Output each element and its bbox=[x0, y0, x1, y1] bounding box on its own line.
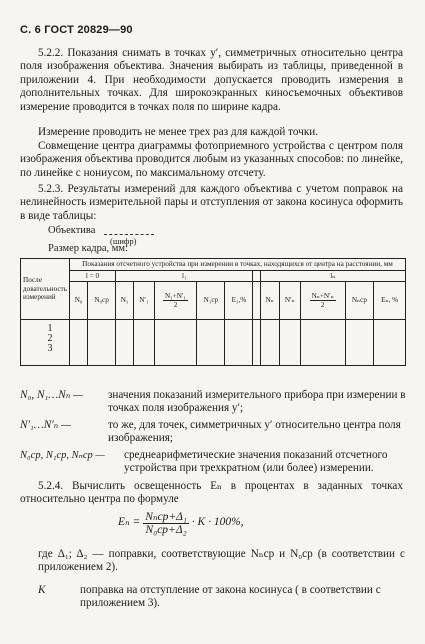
nn-average-denominator: 2 bbox=[320, 301, 325, 310]
nn-average-fraction bbox=[310, 292, 336, 310]
paragraph-alignment: Совмещение центра диаграммы фотоприемного устройства с центром поля изображения объектива проводится любым из указанных способов: по линейке, по линейке с нониусом, по максимальному отсчету. bbox=[20, 140, 403, 179]
col-gap bbox=[253, 282, 260, 320]
table-cell bbox=[260, 320, 279, 366]
legend-item-n bbox=[20, 389, 410, 417]
col-n1cp: N₁ср bbox=[197, 282, 225, 320]
legend-desc: поправка на отступление от закона косинуса ( в соответствии с приложением 3). bbox=[80, 584, 381, 610]
table-header-row-2 bbox=[21, 270, 406, 282]
table-cell bbox=[88, 320, 116, 366]
formula-denominator: N₀ср+Δ₂ bbox=[145, 524, 187, 536]
objective-label: Объектива bbox=[48, 225, 96, 236]
legend-term: N₀ср, N₁ср, Nₙср — bbox=[20, 450, 105, 461]
legend-item-n-prime bbox=[20, 419, 410, 447]
col-n0cp: N₀ср bbox=[88, 282, 116, 320]
col-e1: E₁,% bbox=[225, 282, 253, 320]
paragraph-5-2-4: 5.2.4. Вычислить освещенность Eₙ в процентах в заданных точках относительно центра по формуле bbox=[20, 480, 403, 506]
formula-rhs: · K · 100%, bbox=[191, 516, 244, 529]
where-delta-line: где Δ₁; Δ₂ — поправки, соответствующие Nₙср и N₀ср (в соответствии с приложением 2). bbox=[38, 548, 405, 574]
legend-desc: среднеарифметические значения показаний отсчетного устройства при трехкратном (или более) измерении. bbox=[124, 449, 388, 475]
table-cell bbox=[197, 320, 225, 366]
n1-average-denominator: 2 bbox=[173, 301, 178, 310]
col-nn-prime: N′ₙ bbox=[279, 282, 300, 320]
table-cell bbox=[374, 320, 406, 366]
paragraph-measure-count: Измерение проводить не менее трех раз для каждой точки. bbox=[38, 126, 319, 138]
col-nncp: Nₙср bbox=[345, 282, 374, 320]
row-number: 1 bbox=[47, 323, 53, 335]
paragraph-5-2-3: 5.2.3. Результаты измерений для каждого объектива с учетом поправок на нелинейность измерительной пары и отступления от закона косинуса оформить в виде таблицы: bbox=[20, 183, 403, 222]
nn-average-numerator: Nₙ+N′ₙ bbox=[311, 291, 334, 300]
group-ln: lₙ bbox=[260, 270, 405, 282]
n1-average-fraction bbox=[163, 292, 188, 310]
frame-size-label: Размер кадра, мм: bbox=[48, 243, 128, 254]
table-header-row-1 bbox=[21, 259, 406, 271]
n1-average-numerator: N₁+N′₁ bbox=[165, 291, 187, 300]
row-number: 3 bbox=[47, 343, 53, 355]
page-header: С. 6 ГОСТ 20829—90 bbox=[20, 24, 133, 36]
col-measurement-sequence: После довательность измерений bbox=[21, 259, 70, 320]
table-cell bbox=[116, 320, 134, 366]
table-cell bbox=[300, 320, 345, 366]
formula-lhs: Eₙ = bbox=[118, 516, 141, 529]
illuminance-formula bbox=[118, 509, 244, 536]
legend-desc: то же, для точек, симметричных y′ относительно центра поля изображения; bbox=[108, 419, 401, 445]
row-numbers bbox=[21, 320, 70, 366]
legend-term: K bbox=[38, 584, 46, 596]
legend-term: N′₁…N′ₙ — bbox=[20, 419, 71, 431]
col-n0: N₀ bbox=[69, 282, 87, 320]
group-l1: l₁ bbox=[116, 270, 253, 282]
table-row bbox=[21, 320, 406, 366]
measurement-table bbox=[20, 258, 406, 366]
cipher-note: (шифр) bbox=[110, 236, 137, 246]
table-cell bbox=[345, 320, 374, 366]
group-l-zero: l = 0 bbox=[69, 270, 115, 282]
table-cell bbox=[69, 320, 87, 366]
legend-desc: значения показаний измерительного прибора при измерении в точках поля изображения y′; bbox=[108, 389, 406, 415]
col-nn: Nₙ bbox=[260, 282, 279, 320]
legend-term: N₀, N₁…Nₙ — bbox=[20, 389, 83, 401]
table-cell bbox=[279, 320, 300, 366]
table-cell bbox=[253, 320, 260, 366]
col-nn-average bbox=[300, 282, 345, 320]
paragraph-5-2-2: 5.2.2. Показания снимать в точках y′, симметричных относительно центра поля изображения объектива. Значения выбирать из таблицы, приведенной в приложении 4. При необходимости допускается проводить измерения в дополнительных точках. Для широкоэкранных киносъемочных объективов измерение проводится в точках поля по ширине кадра. bbox=[20, 47, 403, 113]
group-gap bbox=[253, 270, 260, 282]
formula-fraction bbox=[143, 509, 189, 536]
table-cell bbox=[154, 320, 197, 366]
row-number: 2 bbox=[47, 333, 53, 345]
table-cell bbox=[134, 320, 154, 366]
table-header-row-3 bbox=[21, 282, 406, 320]
objective-blank-line bbox=[104, 234, 154, 235]
col-n1-prime: N′₁ bbox=[134, 282, 154, 320]
col-n1-average bbox=[154, 282, 197, 320]
formula-numerator: Nₙср+Δ₁ bbox=[145, 511, 187, 523]
col-en: Eₙ, % bbox=[374, 282, 406, 320]
table-top-header: Показания отсчетного устройства при измерении в точках, находящихся от центра на расстоянии, мм bbox=[69, 259, 405, 271]
col-n1: N₁ bbox=[116, 282, 134, 320]
table-cell bbox=[225, 320, 253, 366]
legend-item-k bbox=[20, 584, 410, 614]
